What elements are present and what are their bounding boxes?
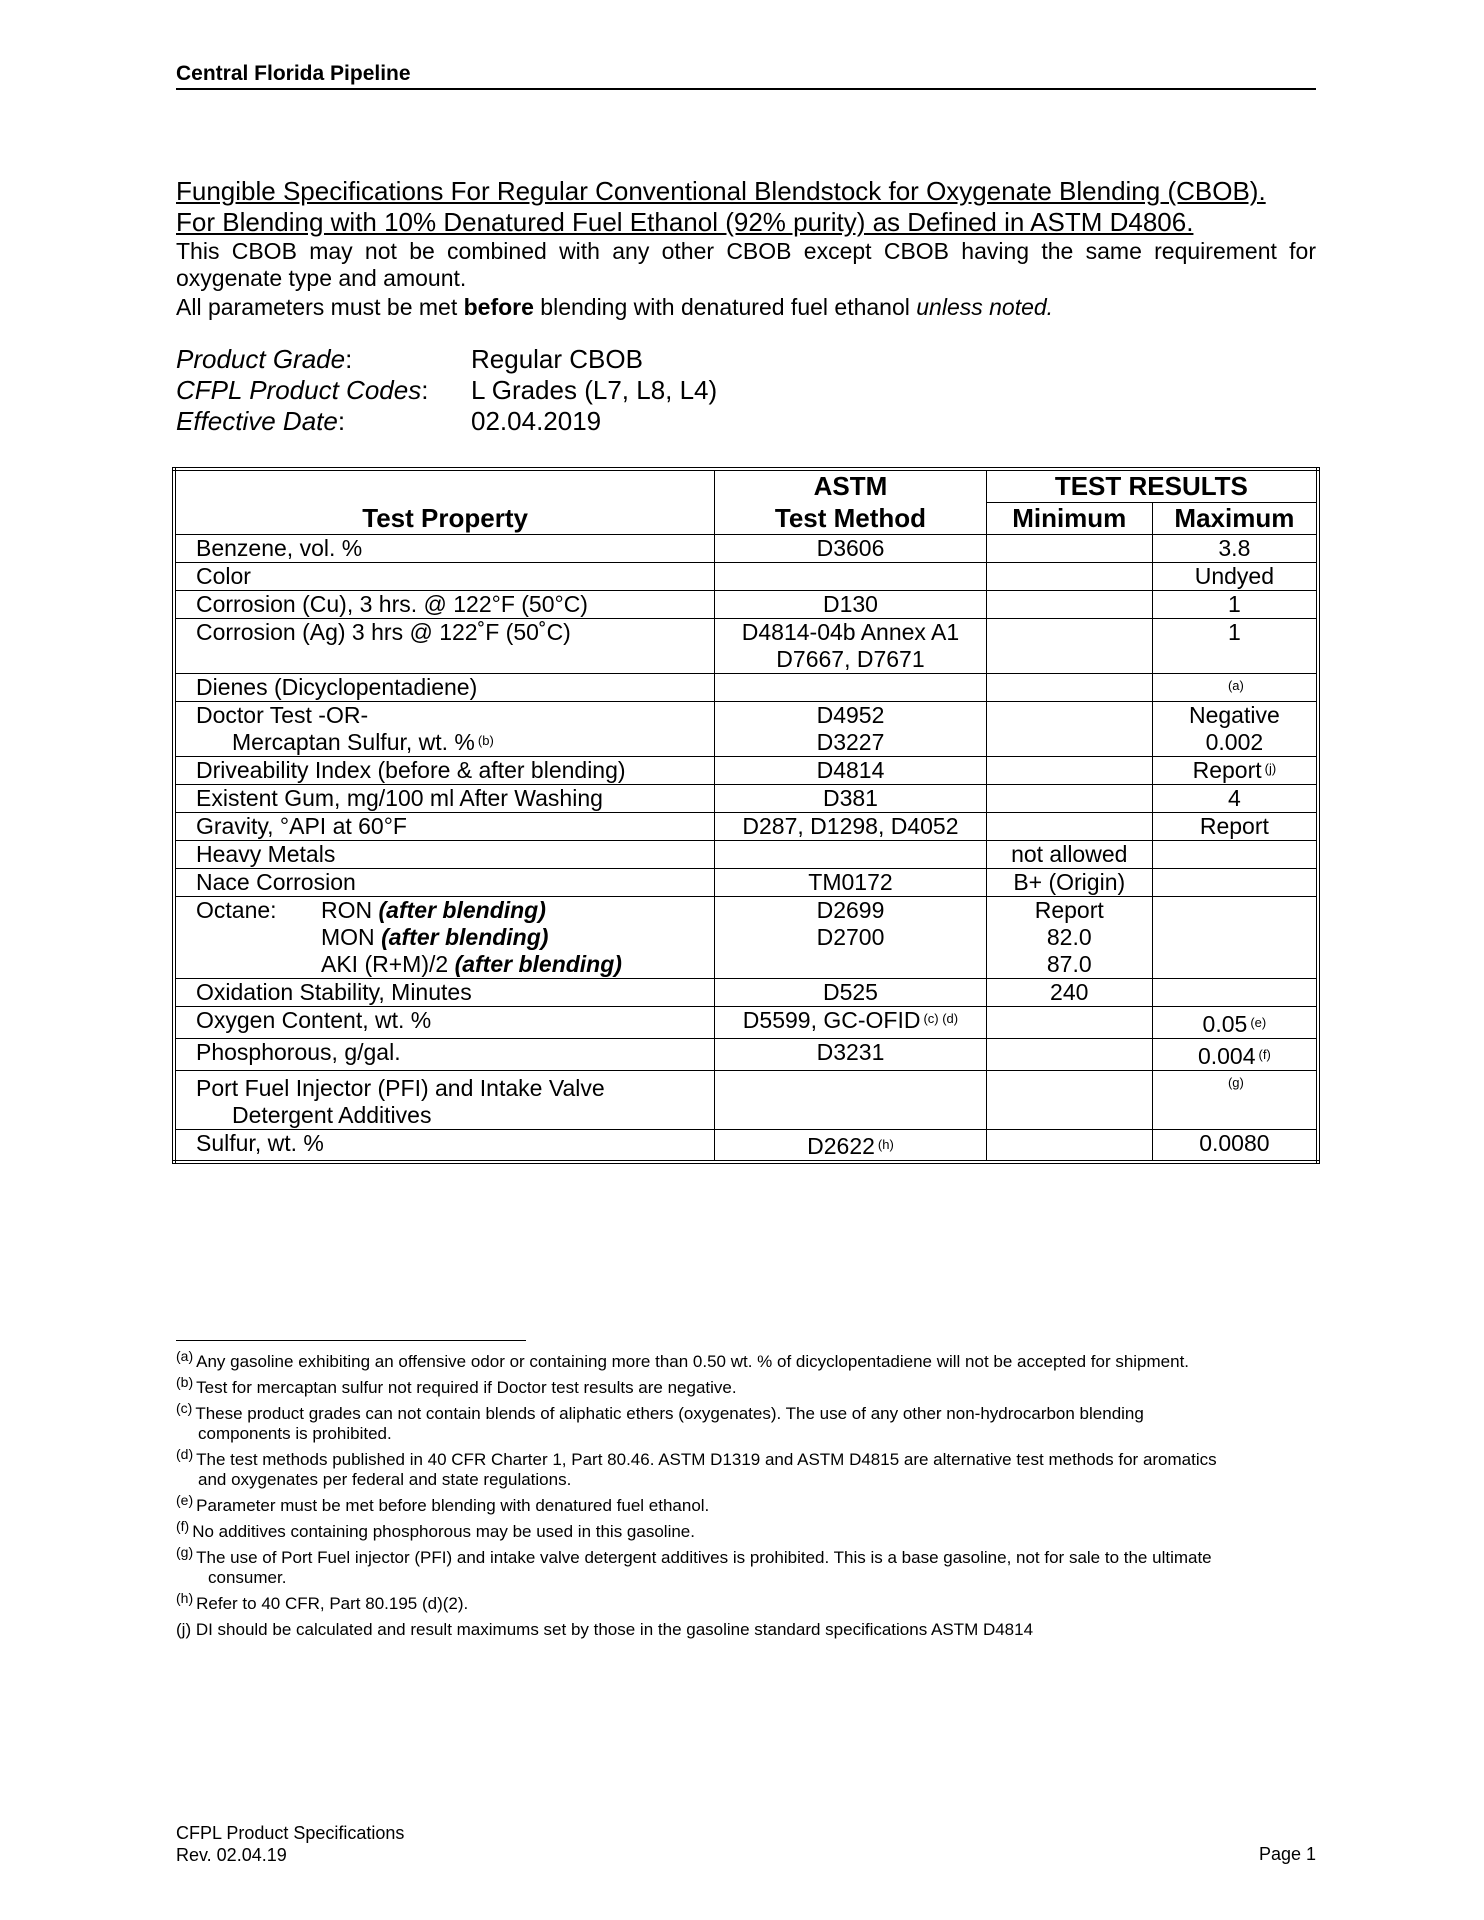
after-blending-note: (after blending) [381,924,549,950]
max-cell: 0.0080 [1152,1130,1318,1163]
header-minimum: Minimum [986,503,1152,535]
method-line: D4952 [816,702,885,728]
table-row [174,591,1318,619]
footnote-a: $^{(a)}$ Any gasoline exhibiting an offensive odor or containing more than 0.50 wt. % of dicyclopentadiene will not be accepted for shipment. [176,1348,1190,1371]
meta-row-grade [176,344,717,375]
table-row [174,869,1318,897]
intro-paragraph-1: This CBOB may not be combined with any other CBOB except CBOB having the same requirement for oxygenate type and amount. [176,238,1316,291]
footnote-ref: (e) [1250,1015,1267,1030]
property-cell: Nace Corrosion [174,869,715,897]
footnote-f: $^{(f)}$ No additives containing phosphorous may be used in this gasoline. [176,1518,695,1541]
min-cell [986,619,1152,674]
footnote-ref: (g) [1227,1075,1244,1090]
method-cell: D287, D1298, D4052 [715,813,987,841]
title-line-2: For Blending with 10% Denatured Fuel Ethanol (92% purity) as Defined in ASTM D4806. [176,207,1194,237]
min-line: 87.0 [1046,951,1092,977]
max-line: 0.002 [1205,729,1264,755]
property-cell: Heavy Metals [174,841,715,869]
method-cell: D3231 [715,1039,987,1071]
property-cell: Corrosion (Cu), 3 hrs. @ 122°F (50°C) [174,591,715,619]
table-row [174,979,1318,1007]
footnote-e: $^{(e)}$ Parameter must be met before blending with denatured fuel ethanol. [176,1492,710,1515]
after-blending-note: (after blending) [454,951,622,977]
octane-line: Octane: RON (after blending) [196,897,546,923]
min-cell [986,1039,1152,1071]
intro-text [176,238,1316,321]
page-footer [176,1822,404,1866]
min-line: Report [1034,897,1104,923]
max-cell: 4 [1152,785,1318,813]
method-cell: D2622 $^{(h)}$ [715,1130,987,1163]
meta-value: 02.04.2019 [471,406,602,436]
method-line: D4814-04b Annex A1 [741,619,960,645]
table-header-row [174,469,1318,503]
method-cell [715,702,987,757]
property-cell [174,897,715,979]
footnote-g: $^{(g)}$ The use of Port Fuel injector (PFI) and intake valve detergent additives is prohibited. This is a base gasoline, not for sale to the ultimate consumer. [176,1544,1212,1587]
table-row [174,841,1318,869]
property-cell: Corrosion (Ag) 3 hrs @ 122˚F (50˚C) [174,619,715,674]
min-cell: 240 [986,979,1152,1007]
max-cell [1152,702,1318,757]
max-cell: 1 [1152,619,1318,674]
min-line: 82.0 [1046,924,1092,950]
max-cell: Report $^{(j)}$ [1152,757,1318,785]
method-cell [715,674,987,702]
method-line: D3227 [816,729,885,755]
property-cell: Benzene, vol. % [174,535,715,563]
min-cell [986,813,1152,841]
property-cell [174,1071,715,1130]
method-line: D2699 [816,897,885,923]
table-row [174,1130,1318,1163]
property-cell: Driveability Index (before & after blending) [174,757,715,785]
table-row [174,1039,1318,1071]
max-cell: Report [1152,813,1318,841]
min-cell [986,563,1152,591]
table-row [174,619,1318,674]
min-cell [986,785,1152,813]
max-cell [1152,1071,1318,1130]
property-cell: Oxygen Content, wt. % [174,1007,715,1039]
table-row [174,702,1318,757]
max-cell: 1 [1152,591,1318,619]
header-test-property: Test Property [174,469,715,535]
specifications-table [172,467,1320,1164]
intro-emphasis-unless: unless noted. [916,294,1054,320]
property-cell: Phosphorous, g/gal. [174,1039,715,1071]
document-title [176,176,1316,238]
property-cell: Oxidation Stability, Minutes [174,979,715,1007]
max-cell [1152,841,1318,869]
intro-text-part: All parameters must be met [176,294,464,320]
header-test-method: Test Method [715,503,987,535]
header-test-results: TEST RESULTS [986,469,1318,503]
table-row [174,535,1318,563]
property-cell: Color [174,563,715,591]
min-cell [986,702,1152,757]
property-cell: Gravity, °API at 60°F [174,813,715,841]
max-cell [1152,897,1318,979]
min-cell [986,1071,1152,1130]
octane-line: MON (after blending) [321,924,549,950]
octane-line: AKI (R+M)/2 (after blending) [321,951,622,977]
product-meta [176,344,717,437]
max-cell [1152,979,1318,1007]
footnote-divider [176,1340,526,1341]
max-cell: 0.05 $^{(e)}$ [1152,1007,1318,1039]
footer-revision: Rev. 02.04.19 [176,1845,287,1865]
property-line: Doctor Test -OR- [196,702,369,728]
max-cell [1152,869,1318,897]
footnote-j: (j) DI should be calculated and result maximums set by those in the gasoline standard specifications ASTM D4814 [176,1620,1034,1639]
meta-label: Product Grade: [176,344,353,374]
footnote-ref: (h) [877,1137,894,1152]
octane-label: Octane: [196,897,277,923]
table-row [174,674,1318,702]
method-cell [715,1071,987,1130]
property-cell [174,702,715,757]
method-cell: D381 [715,785,987,813]
table-row [174,897,1318,979]
method-cell: D3606 [715,535,987,563]
method-cell: D4814 [715,757,987,785]
property-line: Port Fuel Injector (PFI) and Intake Valve [196,1075,605,1101]
property-line: Detergent Additives [232,1102,432,1128]
max-cell [1152,674,1318,702]
footnote-c: $^{(c)}$ These product grades can not contain blends of aliphatic ethers (oxygenates). The use of any other non-hydrocarbon blending components is prohibited. [176,1400,1144,1443]
meta-label: Effective Date: [176,406,346,436]
footer-doc-name: CFPL Product Specifications [176,1823,405,1843]
footnote-ref: (b) [477,733,494,748]
min-cell [986,1007,1152,1039]
footnote-b: $^{(b)}$ Test for mercaptan sulfur not required if Doctor test results are negative. [176,1374,737,1397]
method-cell: D130 [715,591,987,619]
method-cell: D525 [715,979,987,1007]
min-cell [986,1130,1152,1163]
footnote-ref: (j) [1264,761,1277,776]
min-cell [986,897,1152,979]
method-cell [715,897,987,979]
footnote-ref: (a) [1227,678,1244,693]
property-line: Mercaptan Sulfur, wt. % $^{(b)}$ [232,729,494,755]
min-cell [986,757,1152,785]
method-cell: TM0172 [715,869,987,897]
max-cell: 0.004 $^{(f)}$ [1152,1039,1318,1071]
meta-label: CFPL Product Codes: [176,375,429,405]
page-header [176,62,1316,90]
method-cell [715,563,987,591]
table-row [174,757,1318,785]
footnote-ref: (f) [1258,1047,1271,1062]
table-row [174,1071,1318,1130]
min-cell [986,674,1152,702]
max-cell: 3.8 [1152,535,1318,563]
title-line-1: Fungible Specifications For Regular Conventional Blendstock for Oxygenate Blending (CBOB). [176,176,1266,206]
header-maximum: Maximum [1152,503,1318,535]
table-row [174,1007,1318,1039]
min-cell [986,591,1152,619]
intro-text-part: blending with denatured fuel ethanol [533,294,917,320]
method-cell: D5599, GC-OFID $^{(c) (d)}$ [715,1007,987,1039]
method-cell [715,841,987,869]
footnote-d: $^{(d)}$ The test methods published in 40 CFR Charter 1, Part 80.46. ASTM D1319 and ASTM D4815 are alternative test methods for aromatics and oxygenates per federal and state regulations. [176,1446,1217,1489]
min-cell [986,535,1152,563]
intro-emphasis-before: before [463,294,534,320]
intro-paragraph-2 [176,294,1316,321]
meta-value: L Grades (L7, L8, L4) [471,375,718,405]
table-row [174,563,1318,591]
footnote-h: $^{(h)}$ Refer to 40 CFR, Part 80.195 (d)(2). [176,1590,469,1613]
method-cell [715,619,987,674]
after-blending-note: (after blending) [378,897,546,923]
header-astm: ASTM [715,469,987,503]
company-name: Central Florida Pipeline [176,62,411,85]
table-row [174,813,1318,841]
meta-row-codes [176,375,717,406]
meta-row-date [176,406,717,437]
page-number: Page 1 [1258,1844,1316,1864]
min-cell: not allowed [986,841,1152,869]
property-cell: Dienes (Dicyclopentadiene) [174,674,715,702]
max-line: Negative [1188,702,1280,728]
min-cell: B+ (Origin) [986,869,1152,897]
footnotes [176,1348,1316,1646]
max-cell: Undyed [1152,563,1318,591]
property-cell: Sulfur, wt. % [174,1130,715,1163]
property-cell: Existent Gum, mg/100 ml After Washing [174,785,715,813]
method-line: D7667, D7671 [776,646,925,672]
method-line: D2700 [816,924,885,950]
meta-value: Regular CBOB [471,344,643,374]
footnote-ref: (c) (d) [923,1011,959,1026]
table-row [174,785,1318,813]
